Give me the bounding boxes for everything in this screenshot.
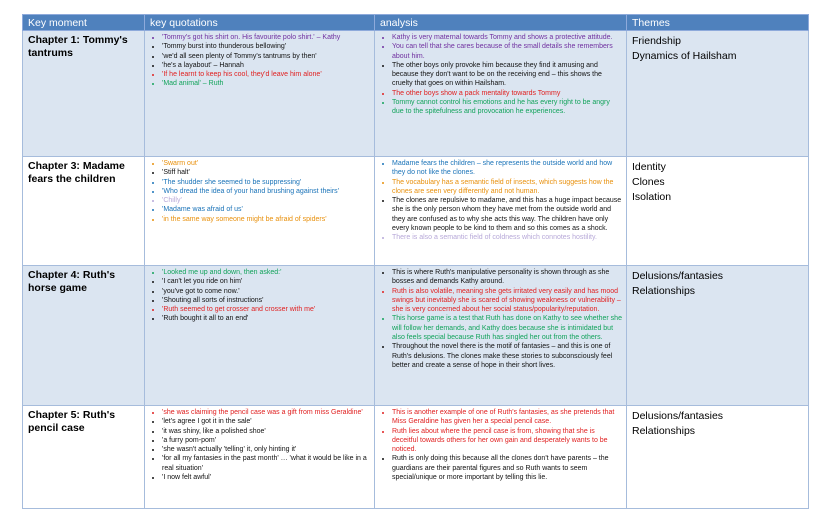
quotation-item: • 'Looked me up and down, then asked:': [162, 268, 370, 277]
quotation-item: • 'Tommy's got his shirt on. His favourite polo shirt.' – Kathy: [162, 33, 370, 42]
key-moment-cell: Chapter 1: Tommy's tantrums: [23, 31, 145, 157]
quotation-item: • 'for all my fantasies in the past month' … 'what it would be like in a real situation': [162, 454, 370, 473]
quotation-list: [149, 33, 370, 89]
quotations-cell: [145, 266, 375, 406]
quotation-item: • 'we'd all seen plenty of Tommy's tantrums by then': [162, 52, 370, 61]
revision-table: [22, 14, 809, 509]
header-analysis: analysis: [375, 15, 627, 31]
analysis-item: • There is also a semantic field of coldness which connotes hostility.: [392, 233, 622, 242]
quotation-item: • 'Shouting all sorts of instructions': [162, 296, 370, 305]
quotation-item: • 'a furry pom-pom': [162, 436, 370, 445]
analysis-list: [379, 268, 622, 370]
quotation-item: • 'Ruth seemed to get crosser and crosser with me': [162, 305, 370, 314]
theme-label: Clones: [632, 176, 665, 188]
analysis-item: • Throughout the novel there is the motif of fantasies – and this is one of Ruth's delusions. The clones make these stories to subconsciously feel better and create a sense of hope in their short lives.: [392, 342, 622, 370]
header-key-moment: Key moment: [23, 15, 145, 31]
analysis-list: [379, 408, 622, 482]
quotation-item: • 'she wasn't actually 'telling' it, only hinting it': [162, 445, 370, 454]
theme-label: Relationships: [632, 425, 696, 437]
theme-label: Dynamics of Hailsham: [632, 50, 737, 62]
analysis-item: • This is another example of one of Ruth's fantasies, as she pretends that Miss Geraldine has given her a special pencil case.: [392, 408, 622, 427]
quotation-item: • 'Madame was afraid of us': [162, 205, 370, 214]
quotations-cell: [145, 406, 375, 509]
quotation-item: • 'If he learnt to keep his cool, they'd leave him alone': [162, 70, 370, 79]
theme-label: Delusions/fantasies: [632, 270, 724, 282]
analysis-item: • This horse game is a test that Ruth has done on Kathy to see whether she will follow her demands, and Kathy does because she is intimidated but also feels special because Ruth has singled her out from the others.: [392, 314, 622, 342]
quotation-item: • 'in the same way someone might be afraid of spiders': [162, 215, 370, 224]
quotation-item: • 'it was shiny, like a polished shoe': [162, 427, 370, 436]
key-moment-cell: Chapter 3: Madame fears the children: [23, 157, 145, 266]
quotation-item: • 'you've got to come now.': [162, 287, 370, 296]
analysis-item: • The clones are repulsive to madame, and this has a huge impact because she is the only person whom they have met from the outside world and they are confused as to why she acts this way. The children have only every known people to be kind to them and so this comes as a shock.: [392, 196, 622, 233]
analysis-cell: [375, 157, 627, 266]
analysis-list: [379, 33, 622, 117]
table-row: [23, 157, 809, 266]
analysis-item: • Ruth is only doing this because all the clones don't have parents – the guardians are their parental figures and so Ruth wants to seem special/unique or more important by telling this lie.: [392, 454, 622, 482]
table-body: [23, 31, 809, 509]
analysis-item: • The other boys show a pack mentality towards Tommy: [392, 89, 622, 98]
analysis-item: • Tommy cannot control his emotions and he has every right to be angry due to the spitefulness and provocation he experiences.: [392, 98, 622, 117]
quotation-item: • 'I can't let you ride on him': [162, 277, 370, 286]
themes-cell: [627, 406, 809, 509]
theme-label: Identity: [632, 161, 666, 173]
themes-cell: [627, 31, 809, 157]
quotation-item: • 'let's agree I got it in the sale': [162, 417, 370, 426]
quotation-item: • 'he's a layabout' – Hannah: [162, 61, 370, 70]
table-row: [23, 31, 809, 157]
quotation-item: • 'Ruth bought it all to an end': [162, 314, 370, 323]
quotation-list: [149, 408, 370, 482]
quotation-item: • 'she was claiming the pencil case was a gift from miss Geraldine': [162, 408, 370, 417]
analysis-item: • The vocabulary has a semantic field of insects, which suggests how the clones are seen very differently and not human.: [392, 178, 622, 197]
key-moment-cell: Chapter 4: Ruth's horse game: [23, 266, 145, 406]
notes-table-wrapper: [22, 14, 808, 509]
quotation-item: • 'Mad animal' – Ruth: [162, 79, 370, 88]
themes-cell: [627, 266, 809, 406]
theme-label: Delusions/fantasies: [632, 410, 724, 422]
header-key-quotations: key quotations: [145, 15, 375, 31]
table-row: [23, 406, 809, 509]
analysis-item: • Ruth is also volatile, meaning she gets irritated very easily and has mood swings but inevitably she is scared of showing weakness or vulnerability – she is very concerned about her social status/popularity/reputation.: [392, 287, 622, 315]
quotation-item: • 'Chilly': [162, 196, 370, 205]
analysis-cell: [375, 266, 627, 406]
analysis-item: • This is where Ruth's manipulative personality is shown through as she bosses and demands Kathy around.: [392, 268, 622, 287]
analysis-cell: [375, 406, 627, 509]
quotation-item: • 'I now felt awful': [162, 473, 370, 482]
analysis-item: • You can tell that she cares because of the small details she remembers about him.: [392, 42, 622, 61]
analysis-item: • Madame fears the children – she represents the outside world and how they do not like the clones.: [392, 159, 622, 178]
quotation-item: • 'Who dread the idea of your hand brushing against theirs': [162, 187, 370, 196]
quotation-item: • 'Tommy burst into thunderous bellowing': [162, 42, 370, 51]
header-themes: Themes: [627, 15, 809, 31]
quotation-list: [149, 268, 370, 324]
analysis-cell: [375, 31, 627, 157]
quotation-list: [149, 159, 370, 224]
analysis-list: [379, 159, 622, 243]
quotation-item: • 'Swarm out': [162, 159, 370, 168]
themes-cell: [627, 157, 809, 266]
analysis-item: • The other boys only provoke him because they find it amusing and because they don't want to be on the receiving end – this shows the cruelty that goes on within Hailsham.: [392, 61, 622, 89]
theme-label: Relationships: [632, 285, 696, 297]
table-row: [23, 266, 809, 406]
key-moment-cell: Chapter 5: Ruth's pencil case: [23, 406, 145, 509]
quotation-item: • 'The shudder she seemed to be suppressing': [162, 178, 370, 187]
quotations-cell: [145, 31, 375, 157]
quotation-item: • 'Stiff halt': [162, 168, 370, 177]
header-row: [23, 15, 809, 31]
analysis-item: • Ruth lies about where the pencil case is from, showing that she is deceitful towards others for her own gain and desperately wants to be noticed.: [392, 427, 622, 455]
theme-label: Friendship: [632, 35, 682, 47]
analysis-item: • Kathy is very maternal towards Tommy and shows a protective attitude.: [392, 33, 622, 42]
theme-label: Isolation: [632, 191, 672, 203]
quotations-cell: [145, 157, 375, 266]
